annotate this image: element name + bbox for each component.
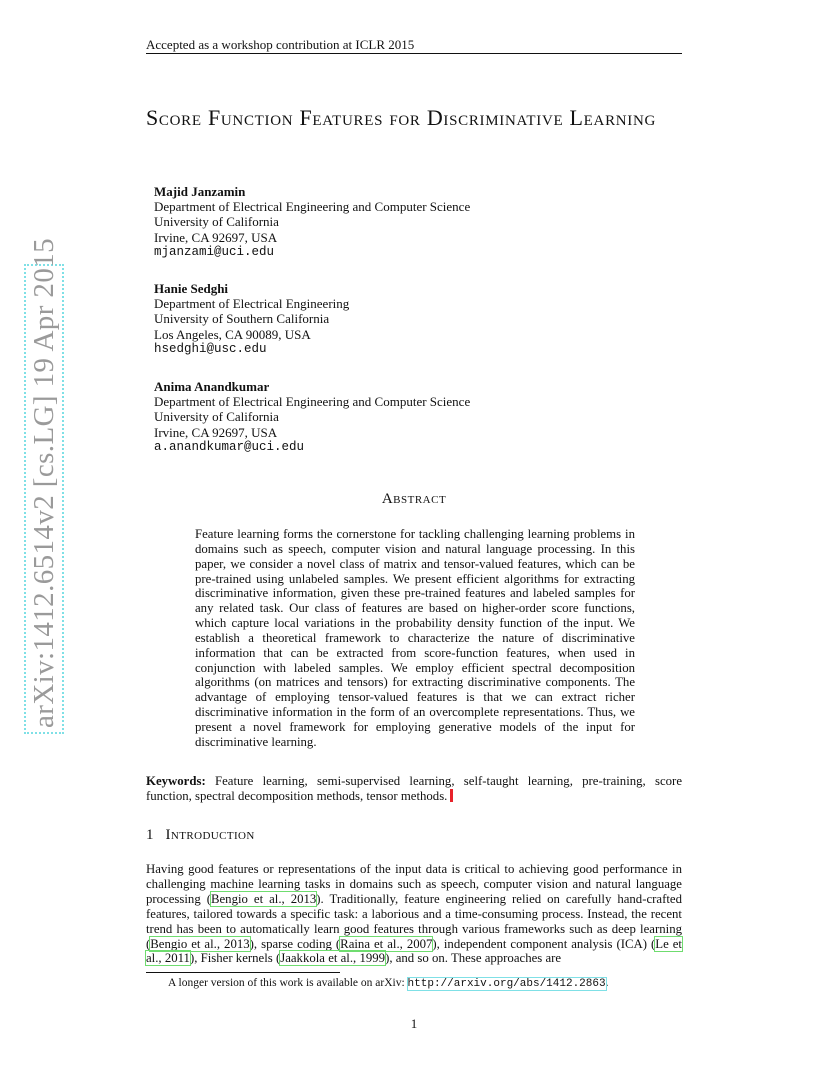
citation-link[interactable]: Jaakkola et al., 1999: [280, 951, 386, 966]
intro-paragraph: [146, 862, 682, 966]
keywords: [146, 774, 682, 804]
intro-text: Having good features or representations of the input data is critical to achieving good performance in challenging machine learning tasks in domains such as speech, computer vision and natural language processing (: [146, 862, 682, 906]
author-name: Anima Anandkumar: [154, 379, 270, 394]
intro-text: ), and so on. These approaches are: [385, 951, 562, 966]
citation-link[interactable]: Bengio et al., 2013: [210, 891, 317, 906]
edit-marker: [450, 789, 453, 802]
author-dept: Department of Electrical Engineering: [154, 296, 350, 312]
author-email[interactable]: mjanzami@uci.edu: [154, 244, 275, 259]
author-dept: Department of Electrical Engineering and Computer Science: [154, 394, 471, 410]
author-university: University of California: [154, 409, 279, 425]
author-block: [154, 379, 554, 455]
citation-link[interactable]: Le et al., 2011: [146, 936, 682, 966]
footnote-text: A longer version of this work is available on arXiv:: [168, 977, 408, 989]
arxiv-stamp-label[interactable]: arXiv:1412.6514v2 [cs.LG] 19 Apr 2015: [24, 264, 64, 734]
citation-link[interactable]: Raina et al., 2007: [340, 936, 433, 951]
author-block: [154, 281, 554, 357]
abstract-heading: Abstract: [381, 491, 447, 507]
intro-text: ). Traditionally, feature engineering relied on carefully hand-crafted features, tailored towards a specific task: a laborious and a time-consuming process. Instead, the recent trend has been to automatically learn good features through various frameworks such as deep learning (: [146, 891, 682, 951]
author-location: Los Angeles, CA 90089, USA: [154, 326, 311, 342]
arxiv-stamp[interactable]: [20, 237, 60, 734]
author-location: Irvine, CA 92697, USA: [154, 424, 278, 440]
footnote: [168, 976, 688, 991]
keywords-text: Feature learning, semi-supervised learning, self-taught learning, pre-training, score function, spectral decomposition methods, tensor methods.: [146, 774, 683, 803]
intro-text: ), independent component analysis (ICA) (: [432, 936, 656, 951]
abstract-body: Feature learning forms the cornerstone for tackling challenging learning problems in domains such as speech, computer vision and natural language processing. In this paper, we consider a novel class of matrix and tensor-valued features, which can be pre-trained using unlabeled samples. We present efficient algorithms for extracting discriminative information, given these pre-trained features and labeled samples for any related task. Our class of features are based on higher-order score functions, which capture local variations in the probability density function of the input. We establish a theoretical framework to characterize the nature of discriminative information that can be extracted from score-function features, when used in conjunction with labeled samples. We employ efficient spectral decomposition algorithms (on matrices and tensors) for extracting discriminative components. The advantage of employing tensor-valued features is that we can extract richer discriminative information in the form of an overcomplete representations. Thus, we present a novel framework for employing generative models of the input for discriminative learning.: [195, 527, 635, 749]
author-email[interactable]: hsedghi@usc.edu: [154, 341, 267, 356]
author-name: Hanie Sedghi: [154, 281, 229, 296]
author-university: University of California: [154, 214, 279, 230]
author-block: [154, 184, 554, 260]
author-location: Irvine, CA 92697, USA: [154, 229, 278, 245]
section-heading: [146, 827, 682, 844]
author-email[interactable]: a.anandkumar@uci.edu: [154, 439, 305, 454]
author-dept: Department of Electrical Engineering and Computer Science: [154, 199, 471, 215]
author-university: University of Southern California: [154, 311, 330, 327]
keywords-label: Keywords:: [146, 774, 206, 788]
footnote-end: .: [605, 977, 609, 989]
page-number: 1: [410, 1016, 418, 1031]
footnote-url-link[interactable]: http://arxiv.org/abs/1412.2863: [407, 978, 606, 990]
author-name: Majid Janzamin: [154, 184, 246, 199]
running-head: Accepted as a workshop contribution at ICLR 2015: [146, 37, 415, 52]
citation-link[interactable]: Bengio et al., 2013: [150, 936, 250, 951]
footnote-rule: [146, 972, 340, 973]
section-number: 1: [146, 827, 154, 843]
intro-text: ), Fisher kernels (: [189, 951, 281, 966]
section-title: Introduction: [165, 827, 255, 843]
intro-text: ), sparse coding (: [249, 936, 341, 951]
paper-title: Score Function Features for Discriminative Learning: [146, 105, 657, 130]
header-rule: [146, 53, 682, 54]
